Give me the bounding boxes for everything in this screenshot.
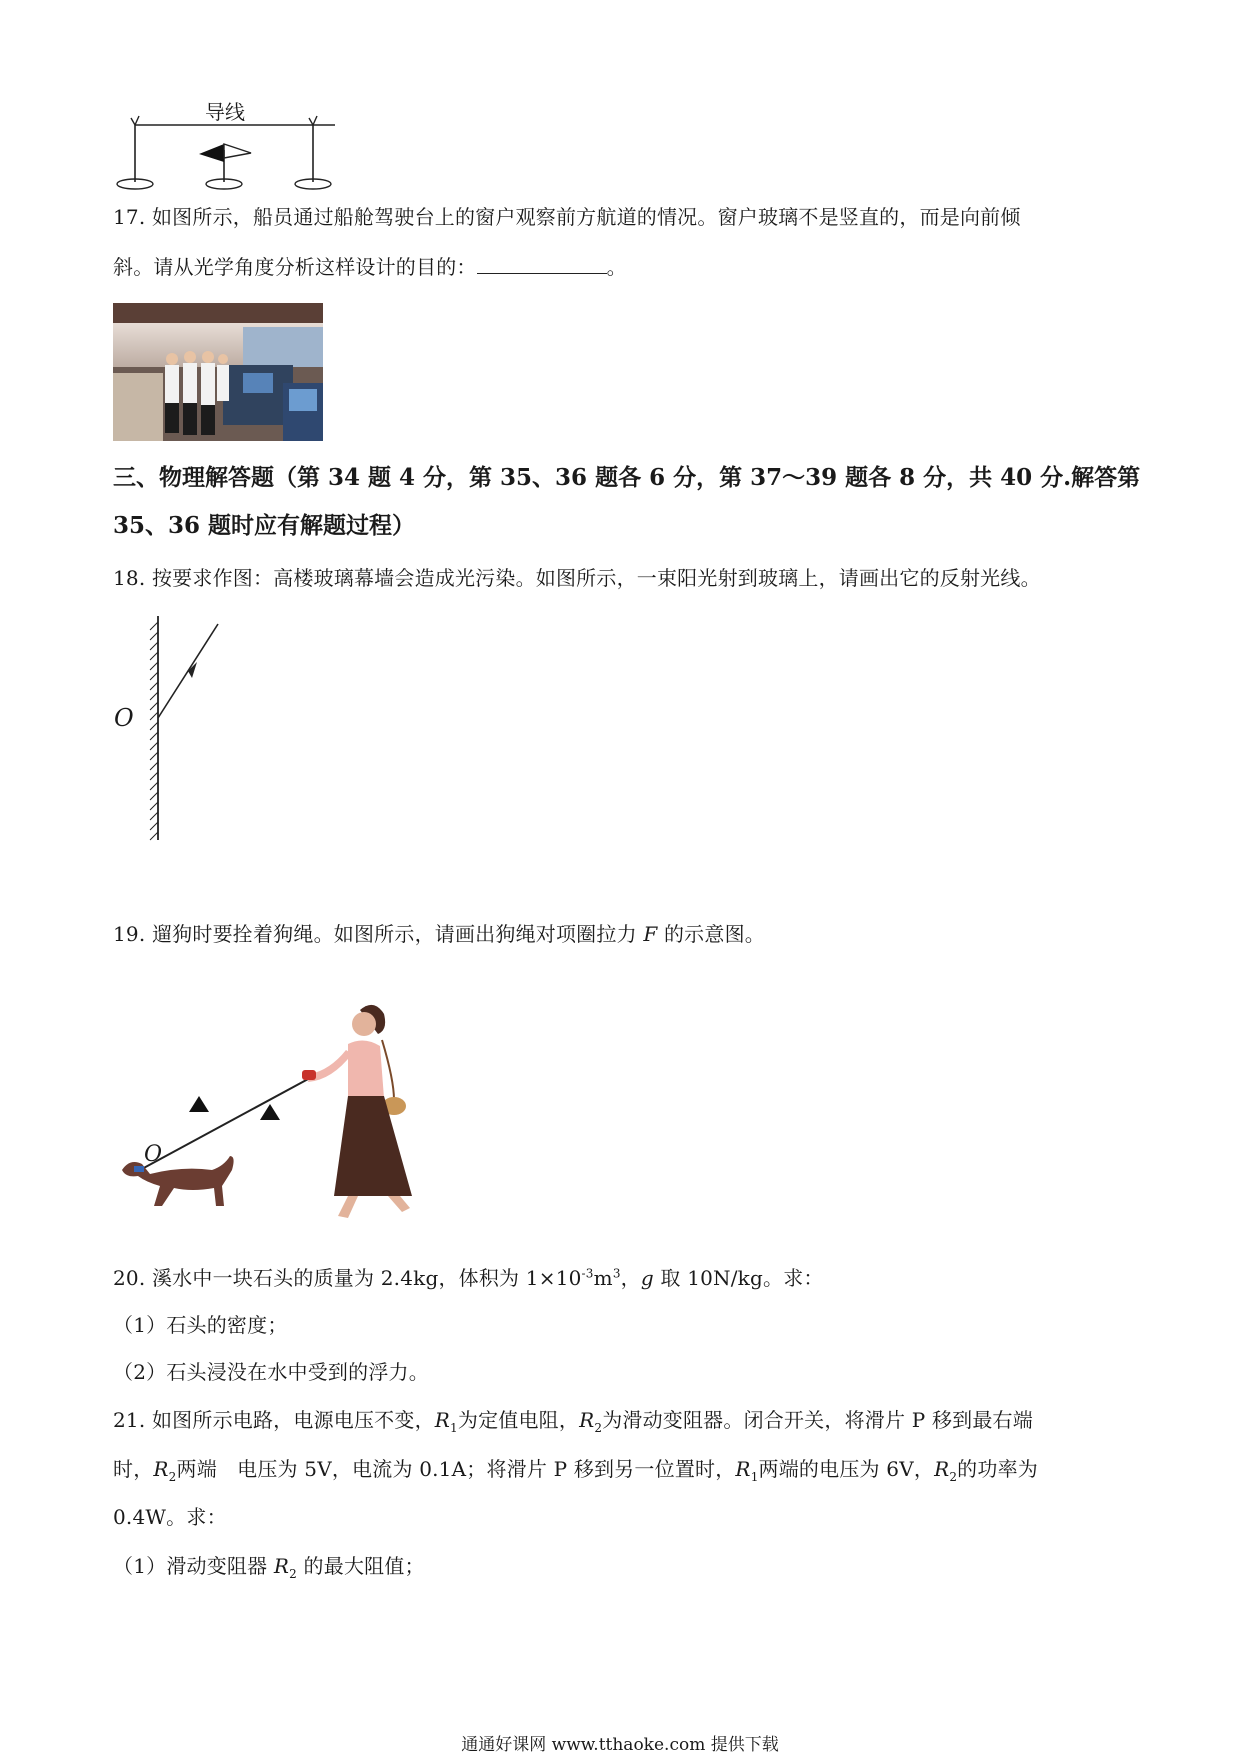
q21-l2-r1-sub: 1 <box>750 1470 759 1484</box>
q19-var-f: F <box>643 922 658 946</box>
q20-sub2: （2）石头浸没在水中受到的浮力。 <box>113 1360 429 1384</box>
q21-sub1 <box>113 1552 425 1580</box>
mirror-figure <box>110 612 230 844</box>
q21-l1-c: 为滑动变阻器。闭合开关，将滑片 P 移到最右端 <box>602 1408 1033 1432</box>
section3-heading-line2: 35、36 题时应有解题过程） <box>113 512 416 539</box>
q21-line2 <box>113 1455 1038 1483</box>
q21-r2: R <box>579 1408 595 1432</box>
dog-walking-drawing <box>112 970 432 1230</box>
q21-r1-sub: 1 <box>450 1421 458 1435</box>
q21-l1-a: 21. 如图所示电路，电源电压不变， <box>113 1408 435 1432</box>
q21-l2-d: 的功率为 <box>957 1457 1038 1481</box>
q21-r2-sub: 2 <box>594 1421 603 1435</box>
q21-l2-b: 两端 电压为 5V，电流为 0.1A；将滑片 P 移到另一位置时， <box>176 1457 736 1481</box>
q21-l1-b: 为定值电阻， <box>457 1408 580 1432</box>
wire-flag-figure <box>113 92 353 192</box>
q18-text: 18. 按要求作图：高楼玻璃幕墙会造成光污染。如图所示，一束阳光射到玻璃上，请画出它的反射光线。 <box>113 566 1041 590</box>
q20-comma: ， <box>620 1266 641 1290</box>
section3-heading-line1: 三、物理解答题（第 34 题 4 分，第 35、36 题各 6 分，第 37～39 题各 8 分，共 40 分.解答第 <box>113 464 1141 491</box>
q21-l2-r3: R <box>934 1457 950 1481</box>
q17-line1: 17. 如图所示，船员通过船舱驾驶台上的窗户观察前方航道的情况。窗户玻璃不是竖直的，而是向前倾 <box>113 205 1021 229</box>
q21-sub1-b: 的最大阻值； <box>297 1554 425 1578</box>
q20-exp2: 3 <box>612 1266 621 1281</box>
q20-exp: -3 <box>581 1266 594 1281</box>
q20-var-g: g <box>640 1266 654 1290</box>
wire-label: 导线 <box>205 100 245 124</box>
q21-l2-r2: R <box>153 1457 169 1481</box>
q18-point-o: O <box>114 704 134 732</box>
q20-line1 <box>113 1264 824 1292</box>
q21-line3: 0.4W。求： <box>113 1505 227 1529</box>
dog-walking-figure <box>112 970 432 1230</box>
q21-l2-r2-sub: 2 <box>168 1470 177 1484</box>
q21-sub1-a: （1）滑动变阻器 <box>113 1554 274 1578</box>
q21-r1: R <box>434 1408 451 1432</box>
q19-text-a: 19. 遛狗时要拴着狗绳。如图所示，请画出狗绳对项圈拉力 <box>113 922 644 946</box>
q17-line2-end: 。 <box>606 255 627 279</box>
q20-line1-d: 取 10N/kg。求： <box>653 1266 824 1290</box>
ship-bridge-photo <box>113 303 323 441</box>
q21-sub1-r-sub: 2 <box>289 1567 297 1581</box>
q19-text-b: 的示意图。 <box>657 922 765 946</box>
q20-unit-m: m <box>593 1266 613 1290</box>
q17-line2 <box>113 253 627 281</box>
q20-line1-a: 20. 溪水中一块石头的质量为 2.4kg，体积为 1×10 <box>113 1266 582 1290</box>
q21-l2-a: 时， <box>113 1457 154 1481</box>
q19-text <box>113 920 765 948</box>
page-footer: 通通好课网 www.tthaoke.com 提供下载 <box>461 1735 779 1755</box>
q20-sub1: （1）石头的密度； <box>113 1313 288 1337</box>
q19-point-o: O <box>144 1142 163 1167</box>
q21-l2-r1: R <box>735 1457 751 1481</box>
answer-blank[interactable] <box>477 255 607 274</box>
q21-l2-r3-sub: 2 <box>949 1470 958 1484</box>
q21-line1 <box>113 1406 1033 1434</box>
q17-line2-text: 斜。请从光学角度分析这样设计的目的： <box>113 255 477 279</box>
q21-l2-c: 两端的电压为 6V， <box>758 1457 935 1481</box>
q21-sub1-r: R <box>273 1554 290 1578</box>
